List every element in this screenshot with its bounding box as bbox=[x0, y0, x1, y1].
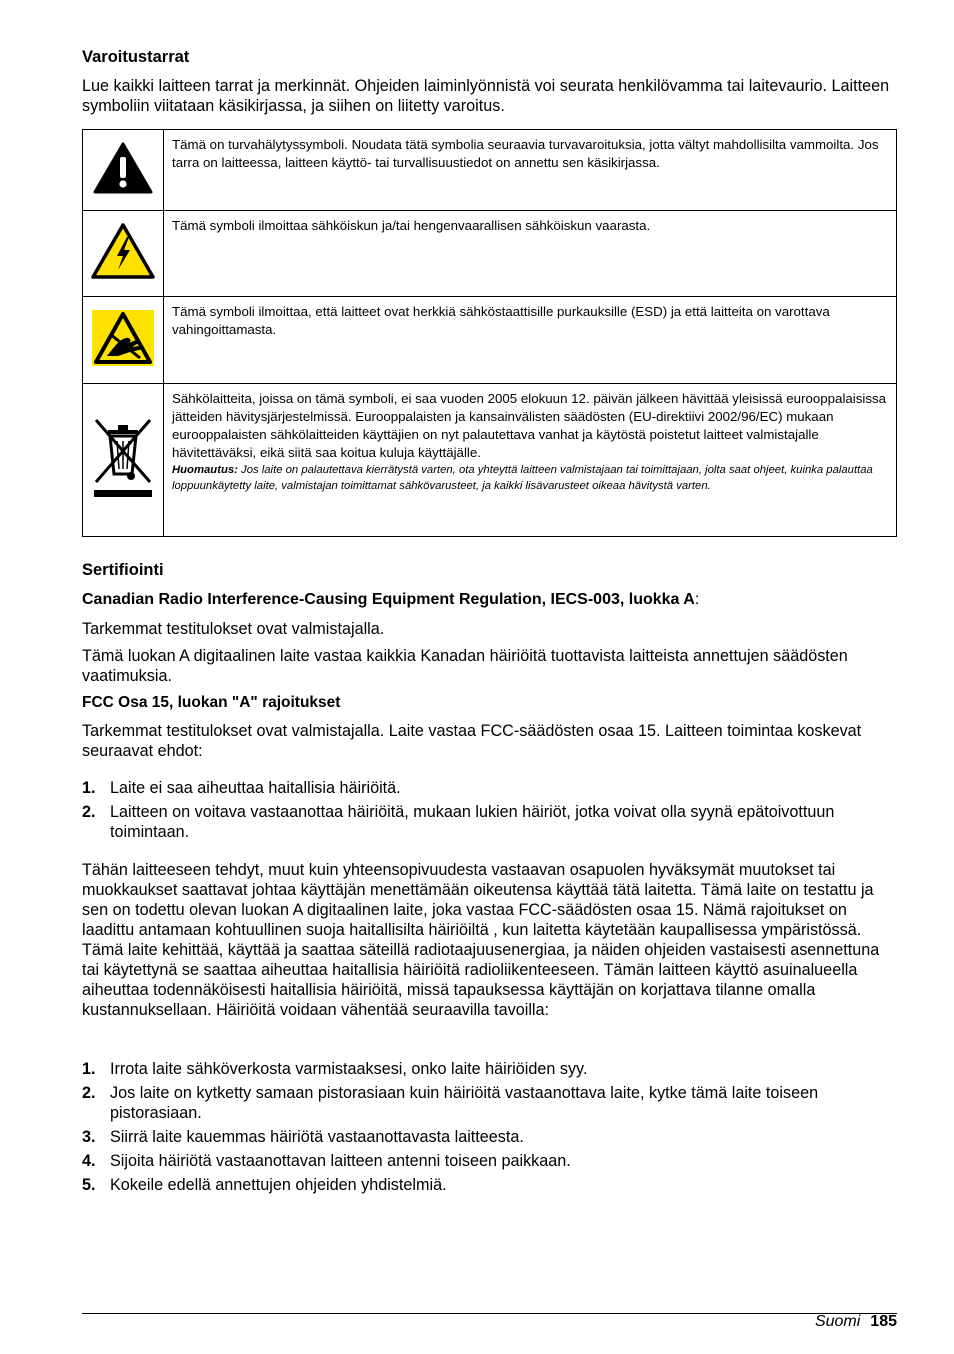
list-item: 2. Laitteen on voitava vastaanottaa häiriöitä, mukaan lukien häiriöt, jotka voivat olla syynä epätoivottuun toimintaan. bbox=[82, 803, 835, 841]
canada-regulation-title bbox=[82, 591, 699, 609]
fcc-conditions-list bbox=[82, 778, 897, 846]
list-item: 1. Irrota laite sähköverkosta varmistaaksesi, onko laite häiriöiden syy. bbox=[82, 1060, 588, 1078]
symbol-row bbox=[83, 130, 897, 211]
symbol-table bbox=[82, 129, 897, 537]
weee-note bbox=[172, 462, 888, 494]
symbol-description bbox=[164, 384, 897, 537]
symbol-description: Tämä symboli ilmoittaa, että laitteet ovat herkkiä sähköstaattisille purkauksille (ESD) ja että laitteita on varottava vahingoittamasta. bbox=[164, 297, 897, 384]
note-text: Jos laite on palautettava kierrätystä varten, ota yhteyttä laitteen valmistajaan tai toimittajaan, jolta saat ohjeet, kuinka palauttaa loppuunkäytetty laite, valmistajan toimittamat sähkövarusteet, ja kaikki lisävarusteet oikeaa hävitystä varten. bbox=[172, 464, 873, 492]
canada-title-colon: : bbox=[694, 591, 700, 608]
symbol-description: Tämä symboli ilmoittaa sähköiskun ja/tai hengenvaarallisen sähköiskun vaarasta. bbox=[164, 211, 897, 297]
symbol-row bbox=[83, 211, 897, 297]
list-item: 4. Sijoita häiriötä vastaanottavan laitteen antenni toiseen paikkaan. bbox=[82, 1152, 571, 1170]
page-footer bbox=[815, 1313, 897, 1331]
symbol-description: Tämä on turvahälytyssymboli. Noudata tätä symbolia seuraavia turvavaroituksia, jotta vältyt mahdollisilta vammoilta. Jos tarra on laitteessa, laitteen käyttö- tai turvallisuustiedot on annettu sen käsikirjassa. bbox=[164, 130, 897, 211]
page-number: 185 bbox=[870, 1313, 897, 1330]
list-item: 5. Kokeile edellä annettujen ohjeiden yhdistelmiä. bbox=[82, 1176, 447, 1194]
weee-crossed-bin-icon bbox=[83, 384, 164, 537]
symbol-row bbox=[83, 384, 897, 537]
electric-shock-icon bbox=[83, 211, 164, 297]
certification-heading: Sertifiointi bbox=[82, 561, 164, 579]
list-item: 3. Siirrä laite kauemmas häiriötä vastaanottavasta laitteesta. bbox=[82, 1128, 524, 1146]
weee-description: Sähkölaitteita, joissa on tämä symboli, ei saa vuoden 2005 elokuun 12. päivän jälkeen hävittää yleisissä eurooppalaisissa jätteiden hävitysjärjestelmissä. Eurooppalaisten ja kansainvälisten säädösten (EU-direktiivi 2002/96/EC) mukaan eurooppalaisten sähkölaitteiden käyttäjien on nyt palautettava vanhat ja käytöstä poistetut laitteet valmistajalle hävitettäväksi, eikä siitä saa koitua kuluja käyttäjälle. bbox=[172, 391, 887, 460]
esd-warning-icon bbox=[83, 297, 164, 384]
warning-labels-intro: Lue kaikki laitteen tarrat ja merkinnät. Ohjeiden laiminlyönnistä voi seurata henkilövamma tai laitevaurio. Laitteen symboliin viitataan käsikirjassa, ja siihen on liitetty varoitus. bbox=[82, 77, 890, 115]
list-item: 1. Laite ei saa aiheuttaa haitallisia häiriöitä. bbox=[82, 779, 401, 797]
footer-language: Suomi bbox=[814, 1313, 861, 1330]
general-warning-icon bbox=[83, 130, 164, 211]
list-item: 2. Jos laite on kytketty samaan pistorasiaan kuin häiriöitä vastaanottava laite, kytke tämä laite toiseen pistorasiaan. bbox=[82, 1084, 819, 1122]
fcc-paragraph-1: Tarkemmat testitulokset ovat valmistajalla. Laite vastaa FCC-säädösten osaa 15. Laitteen toimintaa koskevat seuraavat ehdot: bbox=[82, 722, 862, 760]
warning-labels-heading: Varoitustarrat bbox=[82, 48, 190, 66]
symbol-row bbox=[83, 297, 897, 384]
fcc-paragraph-2: Tähän laitteeseen tehdyt, muut kuin yhteensopivuudesta vastaavan osapuolen hyväksymät muutokset tai muokkaukset saattavat johtaa käyttäjän menettämään oikeutensa käyttää tätä laitetta. Tämä laite on testattu ja sen on todettu olevan luokan A digitaalinen laite, joka vastaa FCC-säädösten osaa 15. Nämä rajoitukset on laadittu antamaan kohtuullinen suoja haitallisilta häiriöiltä , kun laitetta käytetään kaupallisessa ympäristössä. Tämä laite kehittää, käyttää ja saattaa säteillä radiotaajuusenergiaa, ja näiden ohjeiden vastaisesti asennettuna tai käytettynä se saattaa aiheuttaa haitallisia häiriöitä radioliikenteeseen. Tämän laitteen käyttö asuinalueella aiheuttaa todennäköisesti haitallisia häiriöitä, missä tapauksessa käyttäjän on korjattava tilanne omalla kustannuksellaan. Häiriöitä voidaan vähentää seuraavilla tavoilla: bbox=[82, 861, 880, 1019]
canada-paragraph-2: Tämä luokan A digitaalinen laite vastaa kaikkia Kanadan häiriöitä tuottavista laitteista annettujen säädösten vaatimuksia. bbox=[82, 647, 848, 685]
fcc-title: FCC Osa 15, luokan "A" rajoitukset bbox=[82, 694, 341, 711]
footer-divider bbox=[82, 1313, 897, 1314]
note-label: Huomautus: bbox=[172, 464, 238, 476]
canada-title-text: Canadian Radio Interference-Causing Equipment Regulation, IECS-003, luokka A bbox=[82, 591, 695, 608]
interference-remedies-list bbox=[82, 1059, 897, 1199]
canada-paragraph-1: Tarkemmat testitulokset ovat valmistajalla. bbox=[82, 620, 385, 638]
